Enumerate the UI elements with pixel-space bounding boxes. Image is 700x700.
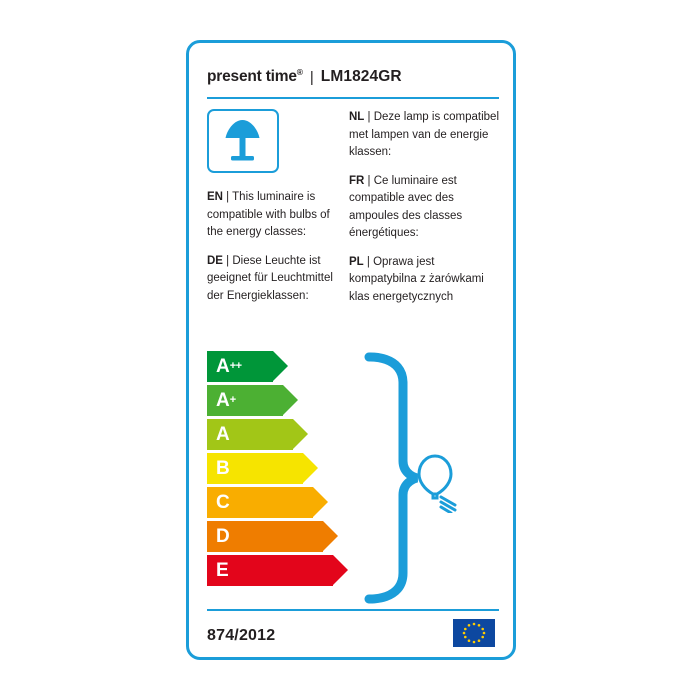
- energy-class-arrow: [313, 487, 328, 517]
- energy-class-label: D: [216, 526, 230, 547]
- energy-class-label: A: [216, 356, 230, 377]
- energy-class-label: C: [216, 492, 230, 513]
- energy-class-bar: [207, 555, 333, 586]
- description-block-pl: [349, 254, 499, 307]
- description-column-right: [349, 109, 499, 306]
- energy-class-row: [207, 419, 342, 450]
- light-bulb-icon: [411, 453, 469, 513]
- description-block-fr: [349, 173, 499, 243]
- header-separator: |: [309, 68, 314, 86]
- lang-separator: |: [222, 191, 233, 203]
- energy-class-arrow: [323, 521, 338, 551]
- energy-class-arrow: [303, 453, 318, 483]
- energy-class-scale: [207, 351, 342, 589]
- language-code-de: DE: [207, 254, 223, 267]
- description-text-fr: Ce luminaire est compatible avec des ampoules des classes énergétiques:: [349, 174, 463, 239]
- energy-class-arrow: [293, 419, 308, 449]
- lang-separator: |: [364, 111, 374, 123]
- language-code-fr: FR: [349, 174, 365, 187]
- eu-flag-icon: [453, 619, 495, 647]
- description-block-de: [207, 253, 342, 306]
- description-text-pl: Oprawa jest kompatybilna z żarówkami klas energetycznych: [349, 255, 484, 303]
- lang-separator: |: [364, 174, 374, 187]
- energy-class-row: [207, 555, 342, 586]
- energy-class-row: [207, 487, 342, 518]
- language-code-nl: NL: [349, 111, 365, 123]
- header-divider: [207, 97, 499, 99]
- description-block-en: [207, 189, 342, 242]
- energy-class-row: [207, 453, 342, 484]
- energy-class-row: [207, 385, 342, 416]
- language-code-en: EN: [207, 191, 223, 203]
- energy-class-bar: [207, 521, 323, 552]
- table-lamp-icon: [209, 111, 276, 170]
- energy-class-bar: [207, 419, 293, 450]
- energy-class-arrow: [283, 385, 298, 415]
- energy-class-bar: [207, 385, 283, 416]
- energy-class-arrow: [273, 351, 288, 381]
- lang-separator: |: [363, 255, 374, 268]
- energy-class-arrow: [333, 555, 348, 585]
- description-block-nl: [349, 109, 499, 162]
- label-header: [207, 57, 499, 97]
- lang-separator: |: [222, 254, 233, 267]
- energy-class-label: A: [216, 390, 230, 411]
- description-text-nl: Deze lamp is compatibel met lampen van de energie klassen:: [349, 111, 500, 158]
- energy-class-bar: [207, 487, 313, 518]
- energy-class-row: [207, 351, 342, 382]
- model-number: LM1824GR: [320, 68, 402, 85]
- registered-trademark-symbol: ®: [296, 67, 303, 78]
- energy-class-label: B: [216, 458, 230, 479]
- description-column-left: [207, 189, 342, 305]
- energy-class-plus: ++: [229, 360, 242, 372]
- energy-class-row: [207, 521, 342, 552]
- energy-class-label: E: [216, 560, 229, 581]
- language-code-pl: PL: [349, 255, 364, 268]
- energy-class-bar: [207, 453, 303, 484]
- regulation-number: 874/2012: [207, 627, 276, 644]
- footer-divider: [207, 609, 499, 611]
- brand-name: present time®: [207, 67, 303, 86]
- description-text-de: Diese Leuchte ist geeignet für Leuchtmittel der Energieklassen:: [207, 254, 333, 302]
- energy-class-bar: [207, 351, 273, 382]
- eu-flag-stars: [453, 619, 495, 647]
- table-lamp-icon-box: [207, 109, 279, 173]
- energy-label-card: [186, 40, 516, 660]
- energy-class-plus: +: [229, 394, 236, 406]
- description-text-en: This luminaire is compatible with bulbs of the energy classes:: [207, 191, 330, 238]
- energy-class-label: A: [216, 424, 230, 445]
